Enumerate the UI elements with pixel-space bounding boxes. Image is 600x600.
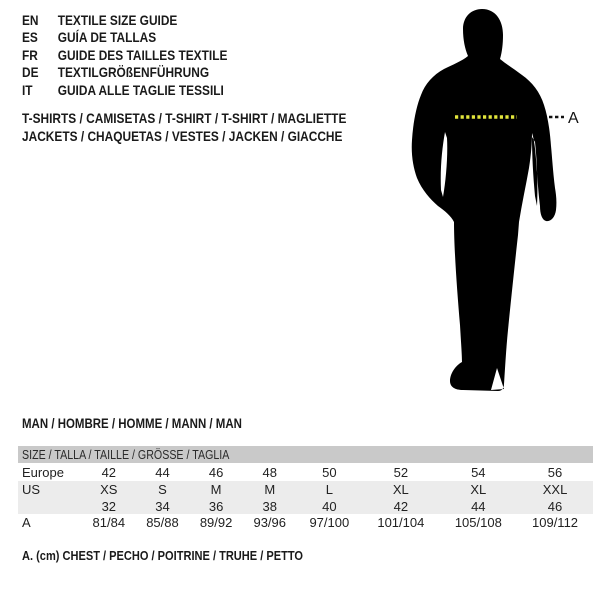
size-cell: 56 [547, 464, 563, 480]
size-cell: 42 [101, 464, 117, 480]
measure-footnote [22, 548, 353, 563]
size-table-header-row [18, 446, 593, 463]
man-silhouette-figure [405, 0, 600, 420]
measure-footnote-text: A. (cm) CHEST / PECHO / POITRINE / TRUHE / PETTO [22, 548, 303, 563]
language-label: GUÍA DE TALLAS [57, 29, 157, 46]
size-cell: 42 [362, 498, 439, 514]
category-tshirts: T-SHIRTS / CAMISETAS / T-SHIRT / T-SHIRT / MAGLIETTE [22, 110, 347, 126]
language-label: GUIDE DES TAILLES TEXTILE [57, 46, 228, 63]
language-code: FR [22, 46, 38, 63]
language-row [22, 12, 227, 29]
size-cell: 44 [440, 498, 517, 514]
language-code: ES [22, 29, 38, 46]
size-cell: 105/108 [454, 515, 502, 530]
language-label: TEXTILGRÖßENFÜHRUNG [57, 64, 210, 81]
size-cell: M [243, 481, 297, 498]
table-row-chest-a [18, 514, 593, 531]
size-cell: 50 [322, 464, 337, 480]
size-cell: S [136, 481, 190, 498]
table-row-europe [18, 463, 593, 481]
language-code: EN [22, 12, 39, 28]
size-cell: 109/112 [532, 515, 579, 530]
size-cell: 32 [82, 498, 136, 514]
language-code: IT [22, 81, 33, 98]
size-cell: XS [82, 481, 136, 498]
language-list [22, 12, 264, 99]
size-cell: 85/88 [146, 515, 179, 530]
measure-label-a: A [568, 110, 579, 127]
category-jackets: JACKETS / CHAQUETAS / VESTES / JACKEN / GIACCHE [22, 128, 343, 144]
table-row-us-numeric [18, 498, 593, 514]
size-cell: 46 [208, 464, 224, 480]
size-table [18, 446, 593, 531]
size-cell: XL [362, 481, 439, 498]
size-cell: 46 [517, 498, 593, 514]
garment-categories [22, 109, 404, 145]
section-title-text: MAN / HOMBRE / HOMME / MANN / MAN [22, 416, 242, 431]
language-row [22, 64, 227, 81]
language-label: GUIDA ALLE TAGLIE TESSILI [57, 81, 224, 98]
size-cell: 97/100 [309, 515, 350, 530]
size-cell: 54 [471, 464, 486, 480]
size-cell: 36 [189, 498, 243, 514]
size-cell: 40 [297, 498, 363, 514]
table-row-us [18, 481, 593, 498]
size-cell: 52 [393, 464, 409, 480]
size-cell: L [297, 481, 363, 498]
language-code: DE [22, 64, 39, 81]
language-row [22, 82, 227, 99]
man-silhouette-shape [412, 9, 557, 391]
row-label: Europe [22, 464, 64, 480]
size-table-header-cell [18, 446, 593, 463]
size-cell: 81/84 [92, 515, 126, 530]
size-cell: M [189, 481, 243, 498]
language-row [22, 47, 227, 64]
size-cell: 44 [155, 464, 170, 480]
size-cell: 101/104 [377, 515, 425, 530]
size-cell: 89/92 [199, 515, 233, 530]
row-label: US [18, 481, 82, 498]
size-cell: 48 [262, 464, 277, 480]
language-label: TEXTILE SIZE GUIDE [57, 12, 178, 28]
size-cell: 38 [243, 498, 297, 514]
size-cell: XL [440, 481, 517, 498]
size-cell: XXL [517, 481, 593, 498]
size-cell: 93/96 [253, 515, 287, 530]
man-silhouette-svg [405, 0, 600, 420]
row-label [18, 498, 82, 514]
language-row [22, 29, 227, 46]
size-table-header-text: SIZE / TALLA / TAILLE / GRÖSSE / TAGLIA [22, 447, 230, 462]
size-cell: 34 [136, 498, 190, 514]
section-title-man [22, 416, 281, 432]
row-label: A [22, 515, 31, 530]
